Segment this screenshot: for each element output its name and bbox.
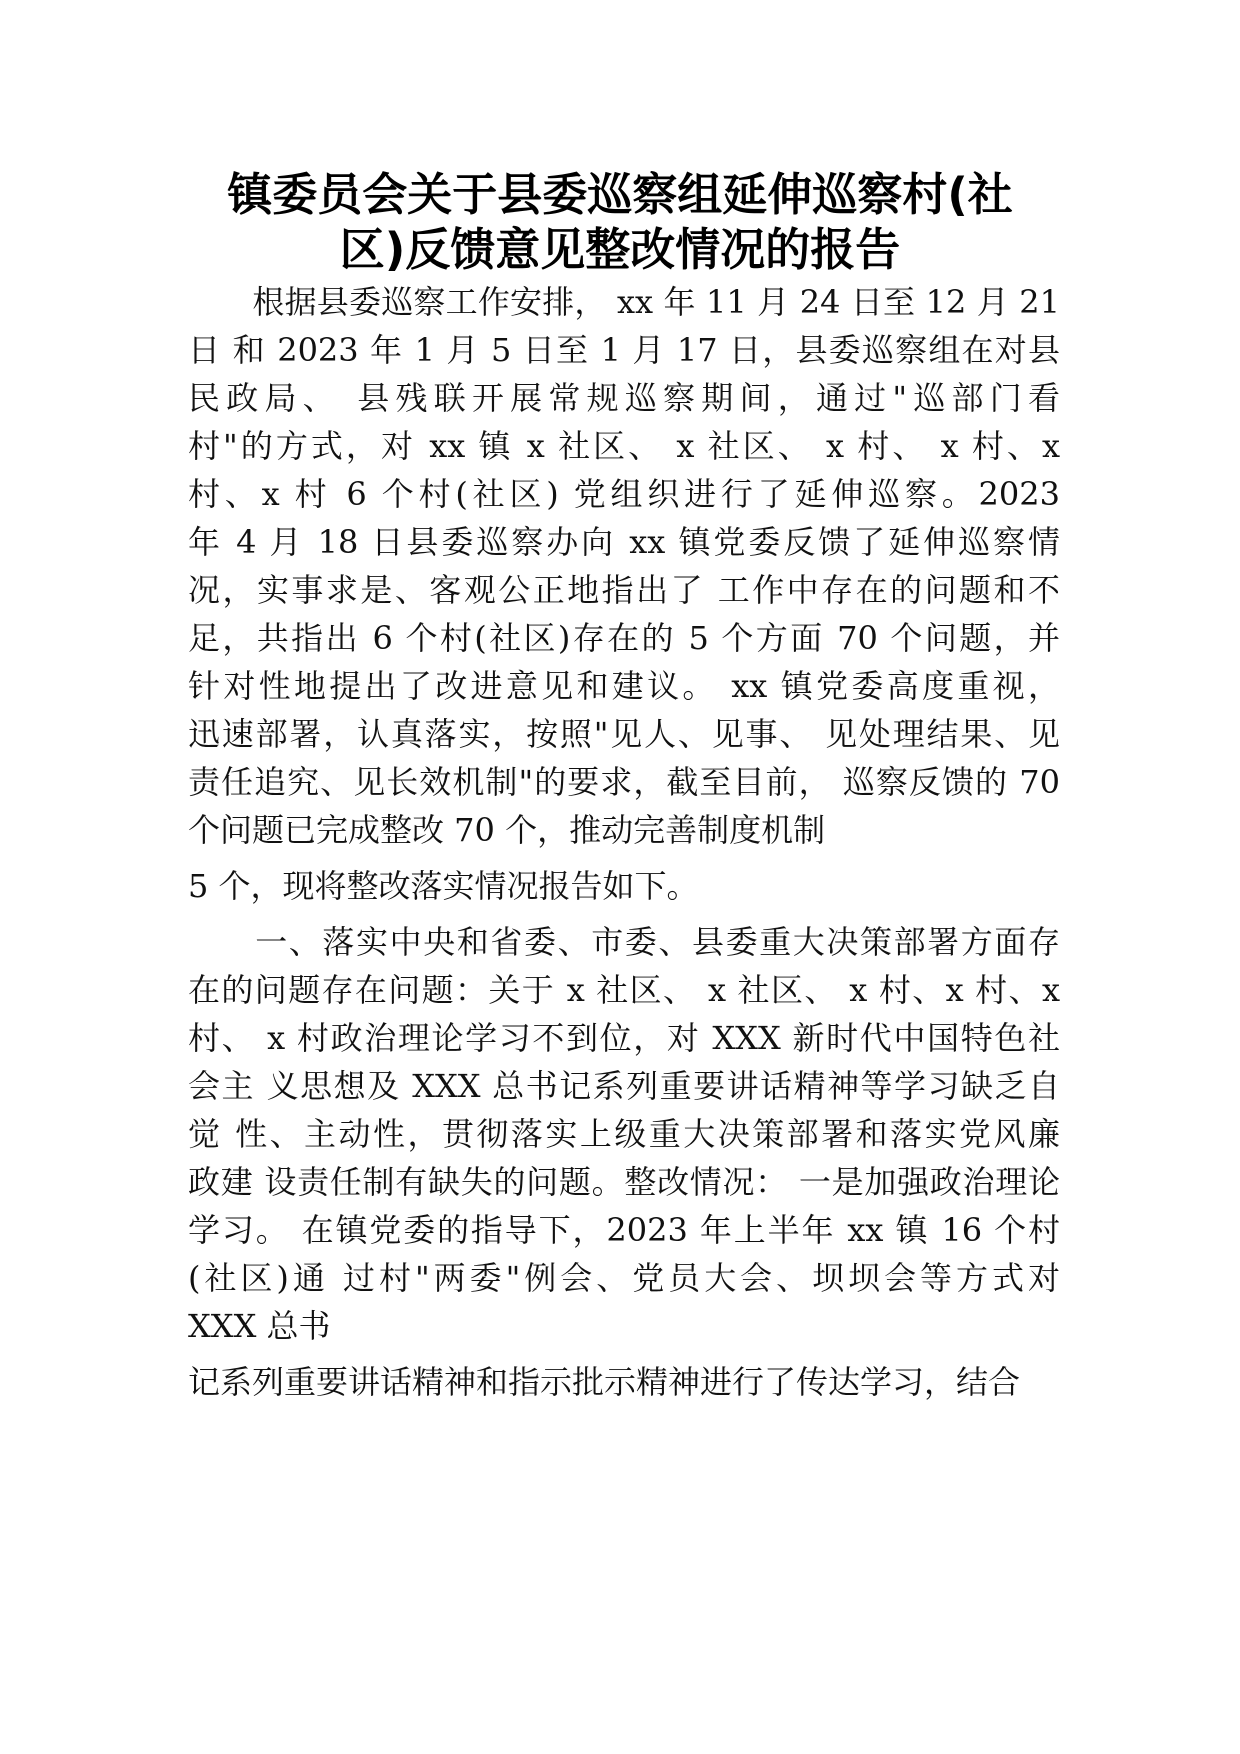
- body-line: 年 4 月 18 日县委巡察办向 xx 镇党委反馈了延伸巡察情: [188, 523, 1060, 561]
- body-line: 学习。 在镇党委的指导下，2023 年上半年 xx 镇 16 个村: [188, 1211, 1060, 1249]
- body-line: 记系列重要讲话精神和指示批示精神进行了传达学习，结合: [188, 1363, 1021, 1401]
- body-line: 个问题已完成整改 70 个，推动完善制度机制: [188, 811, 826, 849]
- body-line: 迅速部署，认真落实，按照"见人、见事、 见处理结果、见: [188, 715, 1060, 753]
- body-line: 政建 设责任制有缺失的问题。整改情况： 一是加强政治理论: [188, 1163, 1060, 1201]
- body-line: 在的问题存在问题：关于 x 社区、 x 社区、 x 村、x 村、x: [188, 971, 1060, 1009]
- body-line: 责任追究、见长效机制"的要求，截至目前， 巡察反馈的 70: [188, 763, 1060, 801]
- body-line: 日 和 2023 年 1 月 5 日至 1 月 17 日，县委巡察组在对县: [188, 331, 1060, 369]
- document-title-line-1: 镇委员会关于县委巡察组延伸巡察村(社: [227, 168, 1013, 221]
- body-line: 针对性地提出了改进意见和建议。 xx 镇党委高度重视，: [188, 667, 1060, 705]
- body-line: 觉 性、主动性，贯彻落实上级重大决策部署和落实党风廉: [188, 1115, 1060, 1153]
- body-line: 村"的方式，对 xx 镇 x 社区、 x 社区、 x 村、 x 村、x: [188, 427, 1060, 465]
- section-heading-line: 一、落实中央和省委、市委、县委重大决策部署方面存: [188, 923, 1060, 961]
- body-line: 民政局、 县残联开展常规巡察期间，通过"巡部门看: [188, 379, 1060, 417]
- body-line: 况，实事求是、客观公正地指出了 工作中存在的问题和不: [188, 571, 1060, 609]
- body-line: (社区)通 过村"两委"例会、党员大会、坝坝会等方式对: [188, 1259, 1060, 1297]
- document-title-line-2: 区)反馈意见整改情况的报告: [339, 223, 901, 276]
- body-line: 5 个，现将整改落实情况报告如下。: [188, 867, 699, 905]
- body-line: 根据县委巡察工作安排， xx 年 11 月 24 日至 12 月 21: [188, 283, 1060, 321]
- body-line: XXX 总书: [188, 1307, 331, 1345]
- body-line: 足，共指出 6 个村(社区)存在的 5 个方面 70 个问题，并: [188, 619, 1060, 657]
- body-line: 村、 x 村政治理论学习不到位，对 XXX 新时代中国特色社: [188, 1019, 1060, 1057]
- body-line: 村、x 村 6 个村(社区) 党组织进行了延伸巡察。2023: [188, 475, 1060, 513]
- body-line: 会主 义思想及 XXX 总书记系列重要讲话精神等学习缺乏自: [188, 1067, 1060, 1105]
